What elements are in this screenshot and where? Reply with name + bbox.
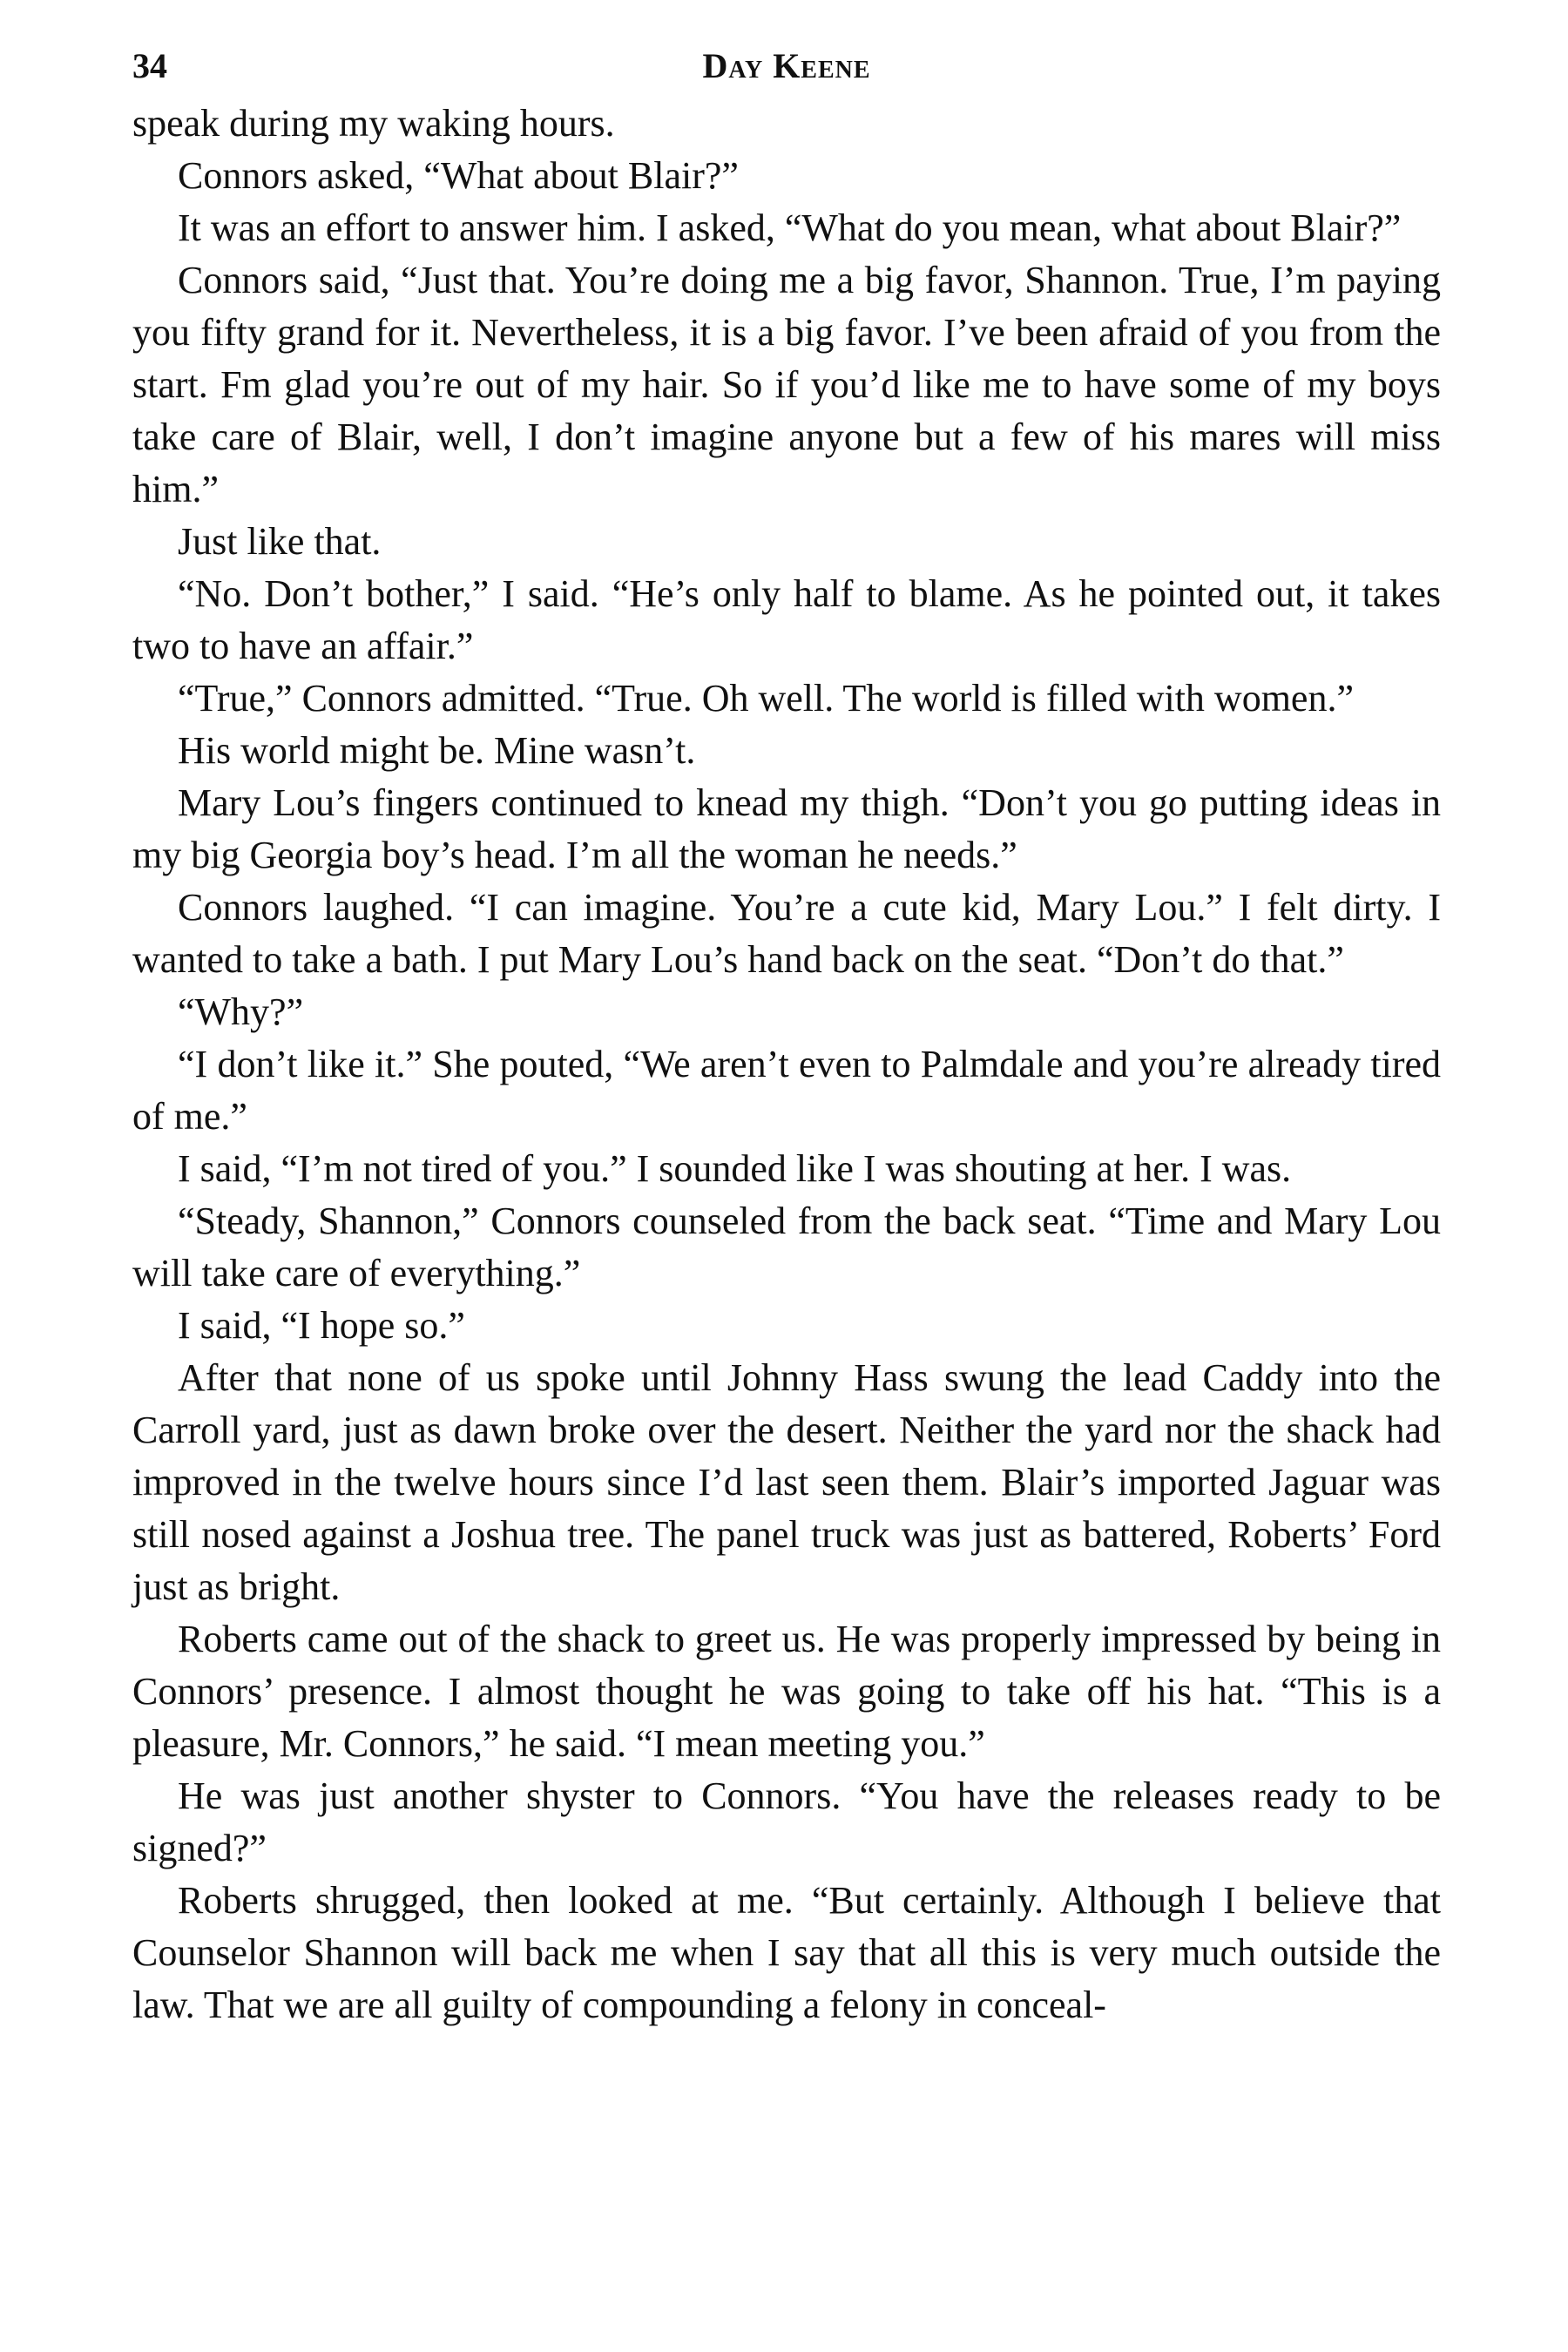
paragraph: I said, “I’m not tired of you.” I sounded like I was shouting at her. I was. (178, 1147, 1292, 1190)
paragraph: “I don’t like it.” She pouted, “We aren’t even to Palmdale and you’re already tired of me.” (132, 1043, 1441, 1138)
paragraph: Roberts shrugged, then looked at me. “But certainly. Although I believe that Counselor Shannon will back me when I say that all this is very much outside the law. That we are all guilty of compounding a felony in conceal- (132, 1879, 1441, 2026)
paragraph: His world might be. Mine wasn’t. (178, 729, 696, 772)
paragraph: “Why?” (178, 990, 304, 1033)
paragraph: Connors said, “Just that. You’re doing me a big favor, Shannon. True, I’m paying you fifty grand for it. Nevertheless, it is a big favor. I’ve been afraid of you from the start. Fm glad you’re out of my hair. So if you’d like me to have some of my boys take care of Blair, well, I don’t imagine anyone but a few of his mares will miss him.” (132, 259, 1441, 510)
paragraph: “True,” Connors admitted. “True. Oh well. The world is filled with women.” (178, 677, 1354, 720)
paragraph: I said, “I hope so.” (178, 1304, 465, 1347)
paragraph: Connors asked, “What about Blair?” (178, 154, 739, 197)
book-page (132, 44, 1441, 2308)
paragraph: It was an effort to answer him. I asked, “What do you mean, what about Blair?” (178, 206, 1402, 249)
paragraph: Roberts came out of the shack to greet us. He was properly impressed by being in Connors’ presence. I almost thought he was going to take off his hat. “This is a pleasure, Mr. Connors,” he said. “I mean meeting you.” (132, 1618, 1441, 1765)
paragraph: speak during my waking hours. (132, 102, 615, 145)
paragraph: Mary Lou’s fingers continued to knead my thigh. “Don’t you go putting ideas in my big Georgia boy’s head. I’m all the woman he needs.” (132, 781, 1441, 876)
paragraph: Connors laughed. “I can imagine. You’re a cute kid, Mary Lou.” I felt dirty. I wanted to take a bath. I put Mary Lou’s hand back on the seat. “Don’t do that.” (132, 886, 1441, 981)
body-text (132, 98, 1441, 2031)
paragraph: “Steady, Shannon,” Connors counseled from the back seat. “Time and Mary Lou will take care of everything.” (132, 1200, 1441, 1294)
page-number: 34 (132, 46, 167, 85)
paragraph: He was just another shyster to Connors. “You have the releases ready to be signed?” (132, 1774, 1441, 1869)
paragraph: “No. Don’t bother,” I said. “He’s only half to blame. As he pointed out, it takes two to have an affair.” (132, 572, 1441, 667)
running-title: Day Keene (702, 46, 871, 85)
paragraph: Just like that. (178, 520, 382, 563)
paragraph: After that none of us spoke until Johnny Hass swung the lead Caddy into the Carroll yard, just as dawn broke over the desert. Neither the yard nor the shack had improved in the twelve hours since I’d last seen them. Blair’s imported Jaguar was still nosed against a Joshua tree. The panel truck was just as battered, Roberts’ Ford just as bright. (132, 1356, 1441, 1608)
running-head (132, 44, 1441, 98)
